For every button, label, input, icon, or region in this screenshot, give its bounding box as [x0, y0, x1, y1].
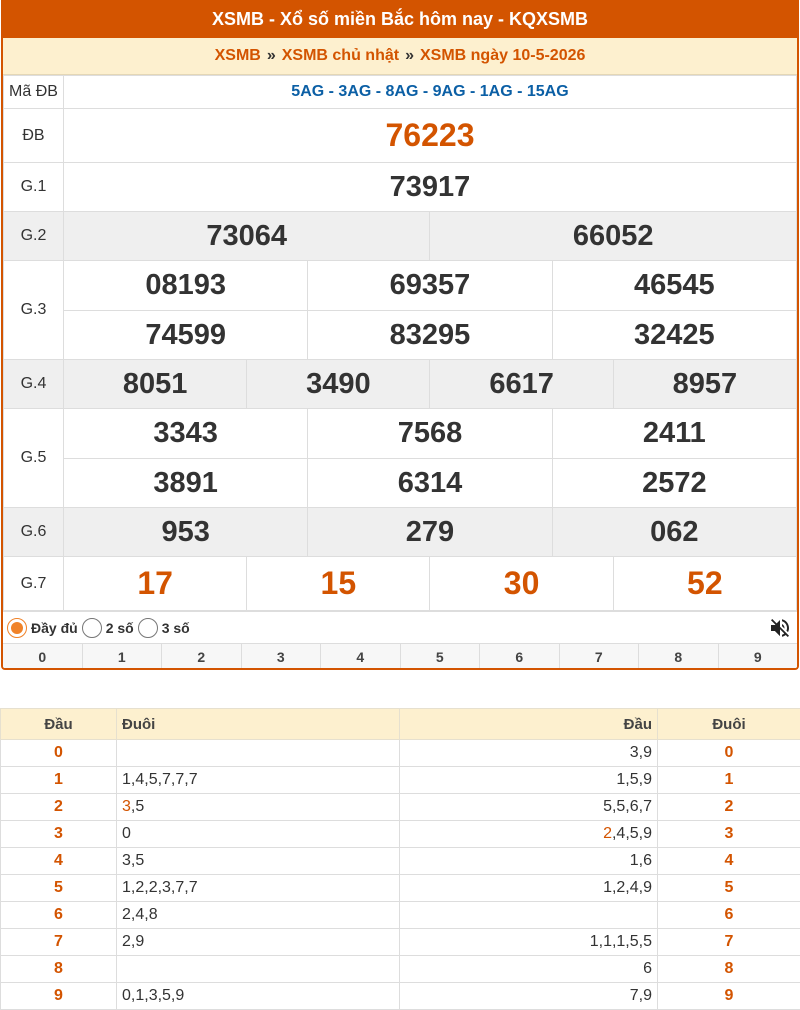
prize-number: 6617	[489, 367, 554, 400]
loto-duoi-2-cell	[658, 902, 800, 929]
loto-dau: 6	[54, 906, 63, 923]
loto-duoi-2-cell	[658, 821, 800, 848]
loto-dau: 9	[54, 987, 63, 1004]
prize-number: 46545	[633, 269, 715, 301]
label-g2: G.2	[4, 212, 64, 261]
loto-dau-2: 3,9	[629, 744, 652, 761]
loto-dau-cell	[1, 794, 117, 821]
digit-filter-8[interactable]: 8	[638, 644, 718, 670]
option-3-digits[interactable]	[138, 618, 190, 638]
digit-filter-0[interactable]: 0	[3, 644, 82, 670]
breadcrumb-link-xsmb[interactable]: XSMB	[214, 47, 261, 64]
radio-full[interactable]	[7, 618, 27, 638]
loto-duoi-2: 0	[724, 744, 734, 761]
loto-duoi-2: 6	[724, 906, 734, 923]
digit-filter-9[interactable]: 9	[718, 644, 798, 670]
ma-db-codes: 5AG - 3AG - 8AG - 9AG - 1AG - 15AG	[291, 83, 569, 100]
loto-dau: 0	[54, 744, 63, 761]
display-options	[3, 611, 797, 643]
loto-header-duoi: Đuôi	[117, 709, 400, 740]
loto-dau-2-cell	[400, 740, 658, 767]
loto-duoi-cell	[117, 848, 400, 875]
loto-header-row	[1, 709, 800, 740]
loto-duoi: 0,1,3,5,9	[122, 987, 185, 1004]
result-card	[1, 0, 799, 670]
label-db: ĐB	[4, 109, 64, 163]
prize-number: 953	[161, 515, 210, 548]
row-ma-db	[4, 76, 797, 109]
prize-number: 3891	[153, 466, 218, 499]
table-row	[1, 929, 800, 956]
page-title: XSMB - Xổ số miền Bắc hôm nay - KQXSMB	[3, 0, 797, 38]
loto-duoi-cell	[117, 821, 400, 848]
loto-dau-cell	[1, 767, 117, 794]
special-prize-number: 76223	[385, 117, 475, 153]
breadcrumb-separator: »	[266, 47, 276, 64]
loto-dau-2: 1,6	[629, 852, 652, 869]
prize-number: 83295	[389, 318, 471, 351]
loto-dau-cell	[1, 740, 117, 767]
loto-body	[1, 740, 800, 1010]
loto-table	[0, 708, 800, 1010]
row-g3	[4, 261, 797, 360]
loto-header-duoi-2: Đuôi	[658, 709, 800, 740]
loto-dau: 5	[54, 879, 63, 896]
volume-mute-icon[interactable]	[767, 615, 793, 641]
loto-dau-2-cell	[400, 767, 658, 794]
digit-filter-3[interactable]: 3	[241, 644, 321, 670]
table-row	[1, 983, 800, 1010]
prize-number: 7568	[397, 417, 463, 449]
label-g6: G.6	[4, 508, 64, 557]
loto-duoi-cell	[117, 929, 400, 956]
prize-number: 062	[650, 515, 699, 548]
prize-number: 08193	[145, 269, 226, 301]
loto-duoi-2: 4	[724, 852, 734, 869]
digit-filter-1[interactable]: 1	[82, 644, 162, 670]
radio-2-digits[interactable]	[82, 618, 102, 638]
loto-dau-cell	[1, 902, 117, 929]
digit-filter	[3, 643, 797, 670]
table-row	[1, 902, 800, 929]
prize-number: 2572	[642, 466, 707, 499]
table-row	[1, 848, 800, 875]
label-g4: G.4	[4, 360, 64, 409]
loto-dau-2-highlight: 2	[603, 825, 612, 842]
prize-number: 15	[320, 565, 357, 601]
loto-duoi-2-cell	[658, 983, 800, 1010]
prize-number: 8051	[122, 367, 188, 400]
loto-duoi: 2,9	[122, 933, 145, 950]
prize-number: 30	[503, 565, 540, 601]
prize-number: 73064	[206, 219, 288, 252]
loto-dau: 1	[54, 771, 63, 788]
loto-duoi-cell	[117, 794, 400, 821]
breadcrumb-link-sunday[interactable]: XSMB chủ nhật	[281, 47, 400, 64]
row-g1	[4, 163, 797, 212]
loto-duoi-2: 8	[724, 960, 734, 977]
loto-duoi-2: 3	[724, 825, 734, 842]
loto-dau-cell	[1, 848, 117, 875]
loto-duoi-cell	[117, 902, 400, 929]
row-g4	[4, 360, 797, 409]
loto-duoi-2-cell	[658, 767, 800, 794]
loto-dau: 8	[54, 960, 63, 977]
prize-number: 3490	[306, 367, 371, 400]
loto-dau-2-cell	[400, 821, 658, 848]
loto-dau-2: 7,9	[629, 987, 652, 1004]
loto-dau: 3	[54, 825, 63, 842]
label-g1: G.1	[4, 163, 64, 212]
label-g7: G.7	[4, 557, 64, 611]
breadcrumb	[3, 38, 797, 75]
loto-dau-2: ,4,5,9	[611, 825, 652, 842]
loto-duoi-2-cell	[658, 956, 800, 983]
loto-duoi-2: 2	[724, 798, 734, 815]
loto-dau-cell	[1, 929, 117, 956]
prize-number: 17	[137, 565, 173, 601]
row-g5	[4, 409, 797, 508]
loto-dau-2-cell	[400, 794, 658, 821]
prize-number: 2411	[642, 417, 706, 449]
table-row	[1, 740, 800, 767]
digit-filter-2[interactable]: 2	[161, 644, 241, 670]
prize-number: 6314	[397, 466, 463, 499]
loto-duoi-2-cell	[658, 929, 800, 956]
loto-dau-2-cell	[400, 983, 658, 1010]
loto-duoi: 1,4,5,7,7,7	[122, 771, 198, 788]
breadcrumb-separator: »	[405, 47, 414, 64]
label-g3: G.3	[4, 261, 64, 360]
table-row	[1, 875, 800, 902]
option-2-digits-label: 2 số	[105, 619, 134, 636]
loto-dau-2: 6	[643, 960, 652, 977]
prize-number: 74599	[145, 318, 226, 351]
loto-duoi-2: 9	[724, 987, 734, 1004]
prize-number: 8957	[672, 367, 738, 400]
loto-dau-cell	[1, 956, 117, 983]
option-full[interactable]	[7, 618, 78, 638]
row-db	[4, 109, 797, 163]
table-row	[1, 794, 800, 821]
prize-number: 52	[687, 565, 723, 601]
loto-header-dau: Đầu	[1, 709, 117, 740]
loto-duoi-cell	[117, 740, 400, 767]
prize-number: 66052	[572, 219, 654, 252]
digit-filter-7[interactable]: 7	[559, 644, 639, 670]
loto-duoi-2-cell	[658, 875, 800, 902]
loto-dau-cell	[1, 821, 117, 848]
loto-dau-2-cell	[400, 956, 658, 983]
digit-filter-4[interactable]: 4	[320, 644, 400, 670]
prize-number: 279	[405, 515, 455, 548]
option-2-digits[interactable]	[82, 618, 134, 638]
loto-dau-2-cell	[400, 848, 658, 875]
label-g5: G.5	[4, 409, 64, 508]
prize-number: 69357	[389, 269, 471, 301]
loto-header-dau-2: Đầu	[400, 709, 658, 740]
label-ma-db: Mã ĐB	[4, 76, 64, 109]
table-row	[1, 821, 800, 848]
loto-dau-2-cell	[400, 875, 658, 902]
loto-duoi-2-cell	[658, 740, 800, 767]
loto-dau-2-cell	[400, 902, 658, 929]
loto-dau-cell	[1, 875, 117, 902]
loto-dau-2: 1,2,4,9	[603, 879, 652, 896]
loto-duoi: 3,5	[122, 852, 145, 869]
loto-duoi-2: 5	[724, 879, 734, 896]
loto-duoi-2-cell	[658, 794, 800, 821]
digit-filter-6[interactable]: 6	[479, 644, 559, 670]
breadcrumb-link-date[interactable]: XSMB ngày 10-5-2026	[419, 47, 586, 64]
results-table	[3, 75, 797, 611]
digit-filter-5[interactable]: 5	[400, 644, 480, 670]
table-row	[1, 767, 800, 794]
loto-dau: 7	[54, 933, 63, 950]
option-full-label: Đầy đủ	[31, 619, 78, 636]
row-g7	[4, 557, 797, 611]
loto-dau: 4	[54, 852, 63, 869]
loto-duoi-cell	[117, 983, 400, 1010]
loto-duoi-2: 7	[724, 933, 734, 950]
loto-duoi: 2,4,8	[122, 906, 158, 923]
loto-dau-2-cell	[400, 929, 658, 956]
row-g6	[4, 508, 797, 557]
prize-number: 32425	[633, 318, 715, 351]
loto-dau: 2	[54, 798, 63, 815]
loto-duoi-cell	[117, 767, 400, 794]
radio-3-digits[interactable]	[138, 618, 158, 638]
prize-number: 73917	[389, 170, 471, 203]
loto-duoi-cell	[117, 956, 400, 983]
table-row	[1, 956, 800, 983]
row-g2	[4, 212, 797, 261]
loto-dau-cell	[1, 983, 117, 1010]
loto-duoi-2-cell	[658, 848, 800, 875]
loto-duoi-cell	[117, 875, 400, 902]
loto-duoi-2: 1	[724, 771, 734, 788]
loto-dau-2: 1,5,9	[616, 771, 652, 788]
loto-dau-2: 5,5,6,7	[603, 798, 652, 815]
loto-duoi-highlight: 3	[122, 798, 131, 815]
loto-dau-2: 1,1,1,5,5	[589, 933, 652, 950]
prize-number: 3343	[153, 417, 218, 449]
option-3-digits-label: 3 số	[161, 619, 190, 636]
loto-duoi: 1,2,2,3,7,7	[122, 879, 198, 896]
loto-duoi: ,5	[130, 798, 145, 815]
loto-duoi: 0	[122, 825, 131, 842]
